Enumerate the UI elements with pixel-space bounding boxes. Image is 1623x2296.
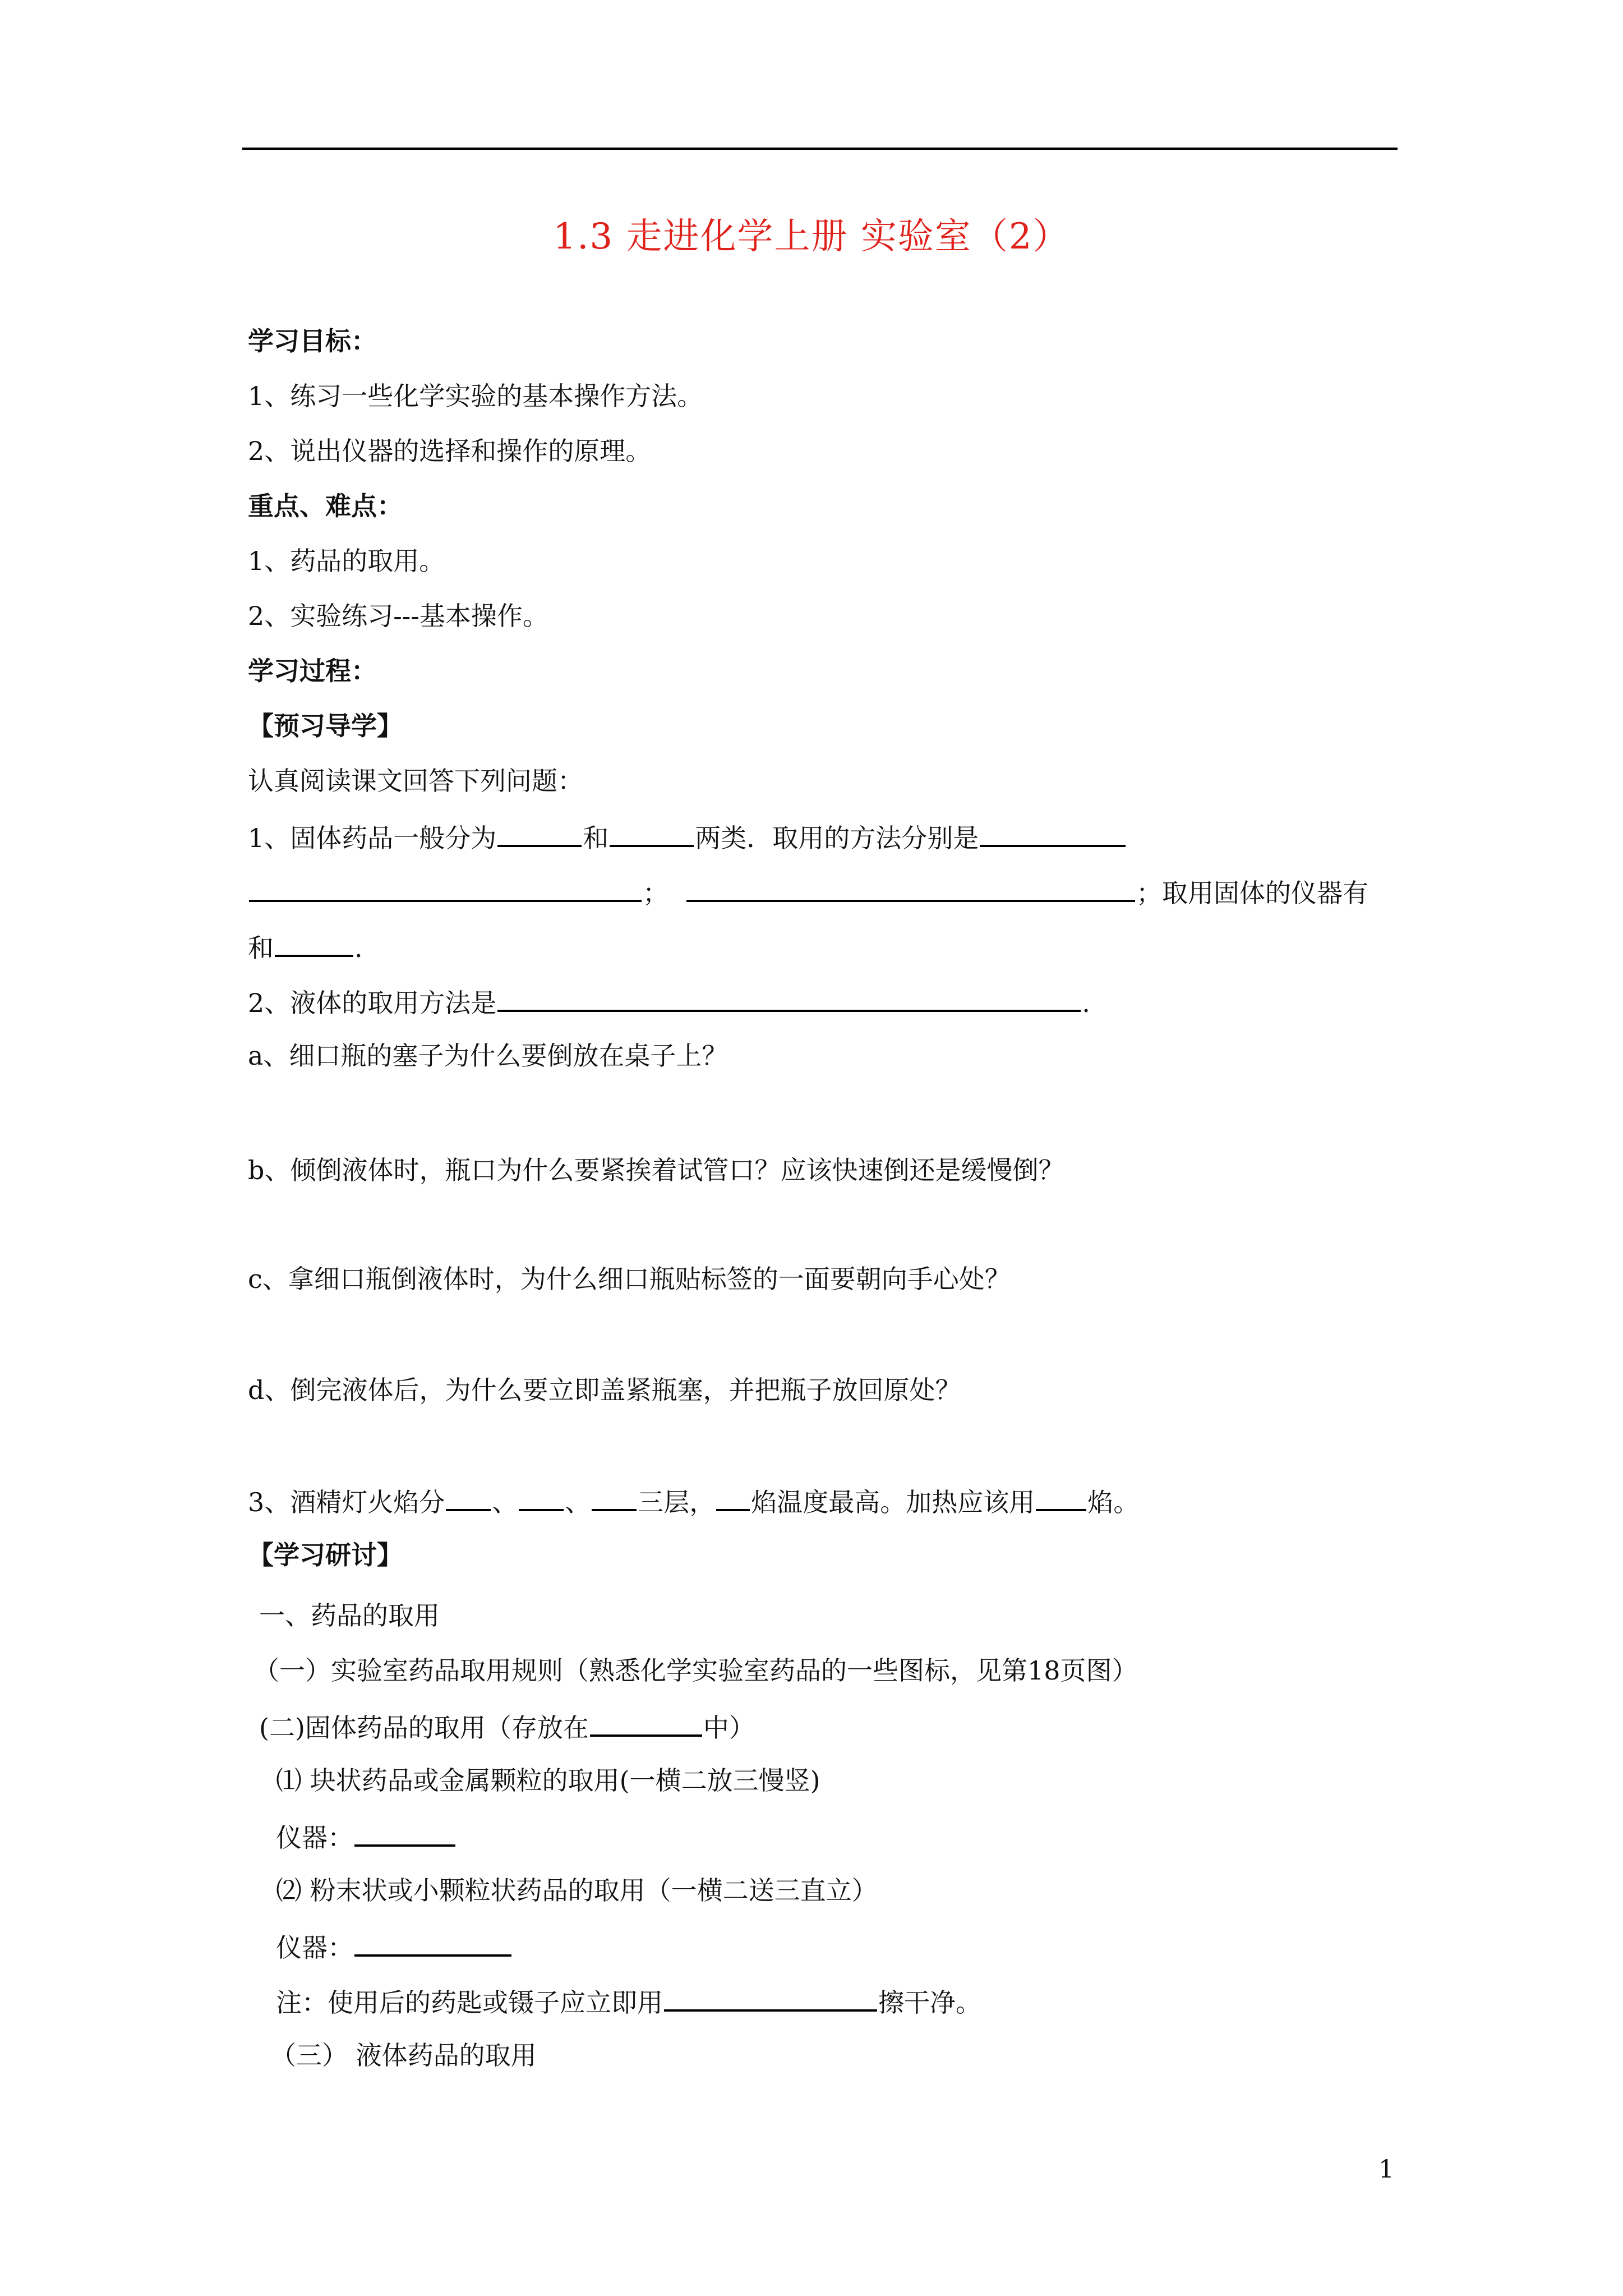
q3-text-d: 焰。	[1087, 1487, 1140, 1517]
question-1-line-3	[248, 929, 363, 965]
key-1: 1、药品的取用。	[248, 546, 445, 576]
study-section-2: （一）实验室药品取用规则（熟悉化学实验室药品的一些图标，见第18页图）	[253, 1655, 1138, 1686]
q3-text-c: 焰温度最高。加热应该用	[751, 1487, 1035, 1517]
study-section-3	[259, 1709, 755, 1745]
answer-blank	[1036, 1483, 1086, 1511]
answer-blank	[686, 874, 1135, 902]
answer-blank	[592, 1483, 637, 1511]
study-section-1: 一、药品的取用	[259, 1600, 440, 1631]
q3-text-a: 3、酒精灯火焰分	[248, 1487, 445, 1517]
q1-text-b: 和	[583, 823, 609, 853]
q3-sep-1: 、	[492, 1487, 518, 1517]
study-section-4: ⑴ 块状药品或金属颗粒的取用(一横二放三慢竖)	[276, 1765, 820, 1796]
note-text-a: 注：使用后的药匙或镊子应立即用	[276, 1987, 663, 2018]
answer-blank	[610, 819, 694, 847]
key-2: 2、实验练习---基本操作。	[248, 601, 548, 631]
answer-blank	[716, 1483, 750, 1511]
q3-text-b: 三层，	[638, 1487, 716, 1517]
answer-blank	[275, 929, 353, 957]
answer-blank	[519, 1483, 564, 1511]
q2-end: .	[1082, 988, 1090, 1018]
header-rule	[242, 148, 1398, 150]
goal-2: 2、说出仪器的选择和操作的原理。	[248, 436, 652, 466]
question-2a: a、细口瓶的塞子为什么要倒放在桌子上？	[248, 1041, 728, 1071]
answer-blank	[980, 819, 1126, 847]
question-3	[248, 1483, 1139, 1519]
instr-label-2: 仪器：	[276, 1932, 353, 1963]
study-heading: 【学习研讨】	[248, 1540, 403, 1570]
question-2	[248, 984, 1090, 1020]
question-1-line-1	[248, 819, 1127, 855]
instrument-line-1	[276, 1819, 457, 1855]
note-line	[276, 1984, 981, 2019]
goals-heading: 学习目标：	[248, 326, 377, 356]
q1-text-g: .	[354, 933, 363, 963]
s3-text-a: (二)固体药品的取用（存放在	[259, 1713, 589, 1743]
answer-blank	[249, 874, 642, 902]
answer-blank	[354, 1819, 455, 1847]
instr-label-1: 仪器：	[276, 1823, 353, 1853]
q1-text-a: 1、固体药品一般分为	[248, 823, 497, 853]
question-1-line-2	[248, 874, 1368, 910]
goal-1: 1、练习一些化学实验的基本操作方法。	[248, 381, 703, 411]
question-2c: c、拿细口瓶倒液体时，为什么细口瓶贴标签的一面要朝向手心处？	[248, 1264, 1011, 1294]
question-2d: d、倒完液体后，为什么要立即盖紧瓶塞，并把瓶子放回原处？	[248, 1375, 961, 1405]
q2-text: 2、液体的取用方法是	[248, 988, 497, 1018]
s3-text-b: 中）	[703, 1713, 755, 1743]
q3-sep-2: 、	[565, 1487, 591, 1517]
page-number: 1	[1378, 2155, 1394, 2184]
preview-heading: 【预习导学】	[248, 711, 403, 741]
answer-blank	[446, 1483, 491, 1511]
q1-text-e: ；取用固体的仪器有	[1136, 878, 1368, 908]
answer-blank	[664, 1984, 877, 2012]
note-text-b: 擦干净。	[878, 1987, 981, 2018]
answer-blank	[497, 819, 582, 847]
q1-text-d: ；	[643, 878, 668, 908]
answer-blank	[354, 1929, 511, 1957]
instrument-line-2	[276, 1929, 513, 1964]
question-2b: b、倾倒液体时，瓶口为什么要紧挨着试管口？应该快速倒还是缓慢倒？	[248, 1155, 1064, 1185]
q1-text-c: 两类．取用的方法分别是	[695, 823, 979, 853]
q1-text-f: 和	[248, 933, 274, 963]
preview-intro: 认真阅读课文回答下列问题：	[248, 766, 583, 796]
process-heading: 学习过程：	[248, 656, 377, 686]
key-heading: 重点、难点：	[248, 491, 403, 521]
study-section-6: （三） 液体药品的取用	[270, 2040, 537, 2070]
study-section-5: ⑵ 粉末状或小颗粒状药品的取用（一横二送三直立）	[276, 1875, 878, 1906]
answer-blank	[590, 1709, 702, 1737]
answer-blank	[497, 984, 1081, 1012]
page-title: 1.3 走进化学上册 实验室（2）	[553, 216, 1070, 257]
